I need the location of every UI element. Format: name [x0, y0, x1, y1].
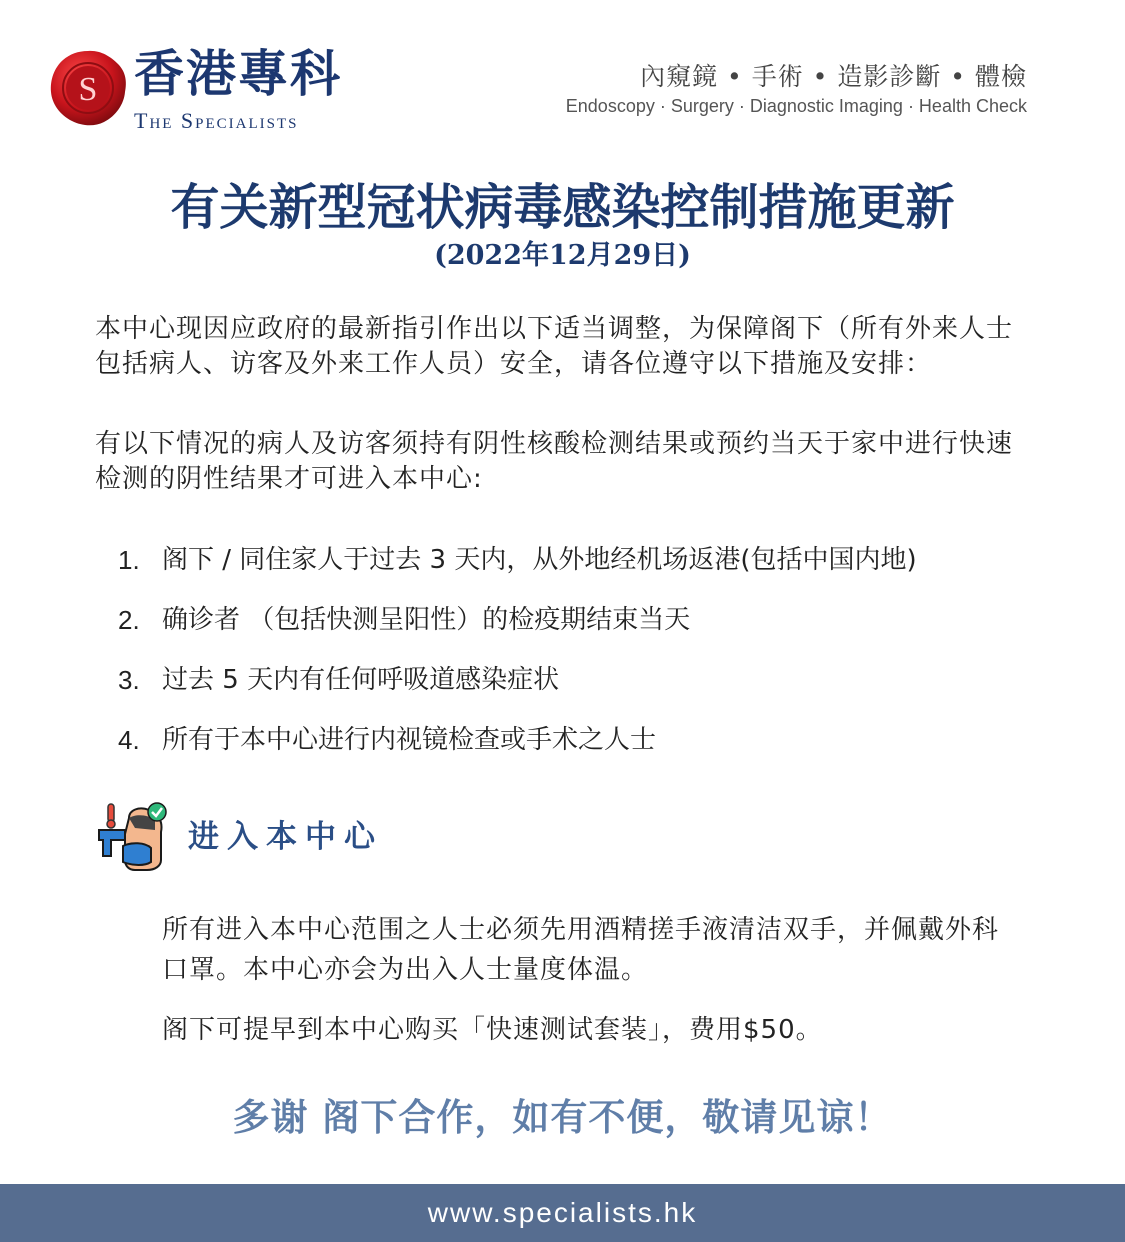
list-item [118, 658, 1038, 718]
intro-paragraph: 本中心现因应政府的最新指引作出以下适当调整，为保障阁下（所有外来人士包括病人、访客及外来工作人员）安全，请各位遵守以下措施及安排： [95, 314, 1014, 379]
footer-website-link[interactable]: www.specialists.hk [427, 1197, 698, 1228]
list-item-text: 所有于本中心进行内视镜检查或手术之人士 [162, 725, 657, 755]
logo-seal [48, 48, 128, 128]
list-item [118, 538, 1038, 598]
list-item [118, 718, 1038, 778]
logo-chinese-name: 香港專科 [134, 44, 342, 103]
list-item-number: 3. [118, 665, 140, 695]
logo-seal-letter: S [78, 71, 98, 108]
test-kit-paragraph: 阁下可提早到本中心购买「快速测试套装」，费用$50。 [162, 1015, 823, 1045]
entry-section-title: 进入本中心 [188, 819, 383, 855]
entry-paragraph: 所有进入本中心范围之人士必须先用酒精搓手液清洁双手，并佩戴外科口罩。本中心亦会为出入人士量度体温。 [162, 915, 1000, 985]
services-english: Endoscopy · Surgery · Diagnostic Imaging · Health Check [565, 96, 1027, 116]
conditions-list [118, 538, 1038, 778]
list-item-number: 2. [118, 605, 140, 635]
thanks-message: 多谢 阁下合作，如有不便，敬请见谅！ [232, 1096, 893, 1139]
requirement-paragraph: 有以下情况的病人及访客须持有阴性核酸检测结果或预约当天于家中进行快速检测的阴性结果才可进入本中心: [95, 429, 1014, 494]
list-item-number: 1. [118, 545, 140, 575]
list-item [118, 598, 1038, 658]
list-item-text: 阁下 / 同住家人于过去 3 天内，从外地经机场返港(包括中国内地) [162, 545, 917, 575]
logo-english-name: The Specialists [134, 108, 299, 133]
temperature-check-icon [95, 800, 170, 875]
list-item-text: 确诊者 （包括快测呈阳性）的检疫期结束当天 [162, 605, 691, 635]
list-item-text: 过去 5 天内有任何呼吸道感染症状 [162, 665, 560, 695]
page-title: 有关新型冠状病毒感染控制措施更新 [170, 178, 955, 236]
notice-date: (2022年12月29日) [434, 240, 691, 271]
services-chinese: 內窺鏡 • 手術 • 造影診斷 • 體檢 [640, 62, 1027, 91]
list-item-number: 4. [118, 725, 140, 755]
